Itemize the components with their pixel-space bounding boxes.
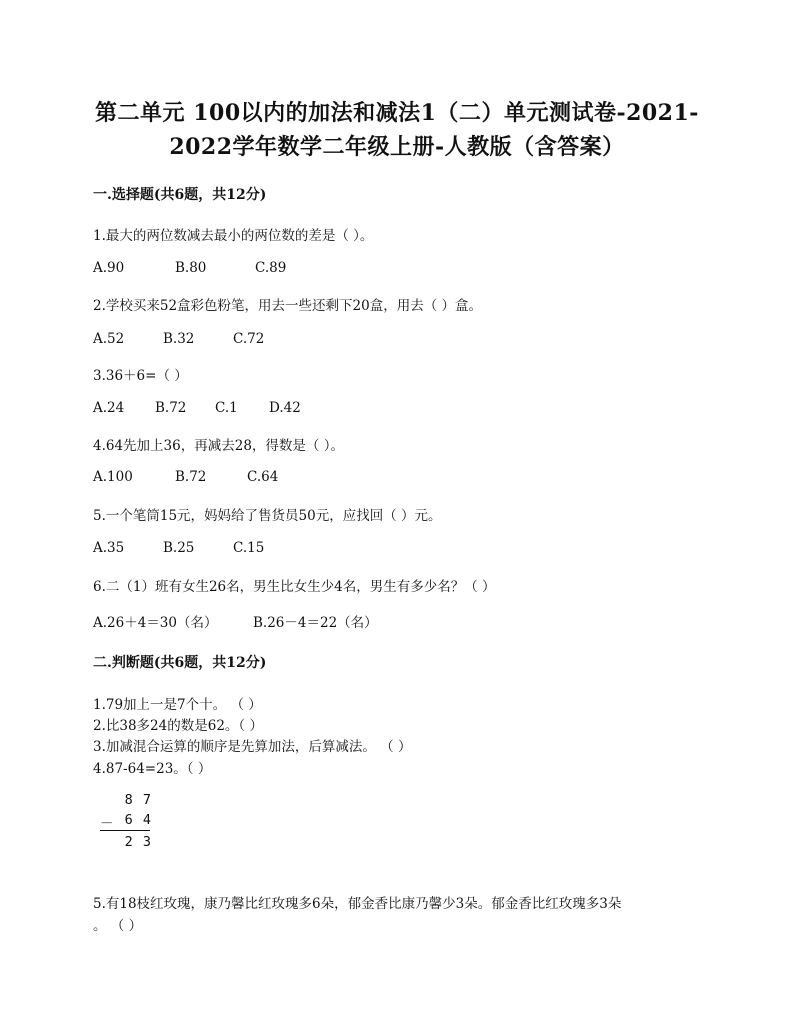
option-b[interactable]: B.32 — [163, 331, 195, 347]
option-a[interactable]: A.100 — [93, 469, 133, 485]
judgement-3: 3.加减混合运算的顺序是先算加法，后算减法。 （ ） — [93, 739, 412, 755]
section-2-heading: 二.判断题(共6题，共12分) — [93, 655, 267, 671]
judgement-2: 2.比38多24的数是62。（ ） — [93, 718, 263, 734]
vertical-subtrahend: 6 4 — [124, 812, 152, 828]
question-5: 5.一个笔筒15元，妈妈给了售货员50元，应找回（ ）元。 — [93, 508, 442, 524]
vertical-rule — [100, 830, 150, 831]
section-1-heading: 一.选择题(共6题，共12分) — [93, 187, 267, 203]
option-a[interactable]: A.90 — [93, 260, 125, 276]
option-a[interactable]: A.26＋4＝30（名） — [93, 615, 218, 631]
option-a[interactable]: A.52 — [93, 331, 125, 347]
option-c[interactable]: C.89 — [255, 260, 287, 276]
judgement-4: 4.87-64=23。（ ） — [93, 761, 212, 777]
question-5-options — [93, 540, 264, 556]
option-c[interactable]: C.15 — [233, 540, 265, 556]
question-4: 4.64先加上36，再减去28，得数是（ ）。 — [93, 438, 344, 454]
option-c[interactable]: C.72 — [233, 331, 265, 347]
question-4-options — [93, 469, 278, 485]
option-b[interactable]: B.72 — [175, 469, 207, 485]
minus-sign: － — [100, 816, 114, 832]
option-a[interactable]: A.35 — [93, 540, 125, 556]
option-a[interactable]: A.24 — [93, 400, 125, 416]
option-b[interactable]: B.80 — [175, 260, 207, 276]
option-b[interactable]: B.26－4＝22（名） — [253, 615, 378, 631]
option-d[interactable]: D.42 — [269, 400, 301, 416]
option-b[interactable]: B.25 — [163, 540, 195, 556]
judgement-5-line-1: 5.有18枝红玫瑰，康乃馨比红玫瑰多6朵，郁金香比康乃馨少3朵。郁金香比红玫瑰多3朵 — [93, 896, 622, 912]
question-6: 6.二（1）班有女生26名，男生比女生少4名，男生有多少名？（ ） — [93, 579, 496, 595]
question-2-options — [93, 331, 264, 347]
option-c[interactable]: C.1 — [215, 400, 238, 416]
judgement-1: 1.79加上一是7个十。 （ ） — [93, 697, 262, 713]
vertical-minuend: 8 7 — [124, 792, 152, 808]
judgement-5-line-2: 。 （ ） — [93, 918, 143, 934]
question-6-options — [93, 611, 378, 631]
question-2: 2.学校买来52盒彩色粉笔，用去一些还剩下20盒，用去（ ）盒。 — [93, 298, 483, 314]
option-c[interactable]: C.64 — [247, 469, 279, 485]
option-b[interactable]: B.72 — [155, 400, 187, 416]
question-3-options — [93, 400, 301, 416]
question-1-options — [93, 260, 286, 276]
question-3: 3.36＋6=（ ） — [93, 368, 188, 384]
title-line-2: 2022学年数学二年级上册-人教版（含答案） — [169, 134, 625, 160]
vertical-difference: 2 3 — [124, 834, 152, 850]
vertical-calculation — [100, 792, 160, 852]
question-1: 1.最大的两位数减去最小的两位数的差是（ ）。 — [93, 228, 374, 244]
title-line-1: 第二单元 100以内的加法和减法1（二）单元测试卷-2021- — [95, 100, 699, 126]
